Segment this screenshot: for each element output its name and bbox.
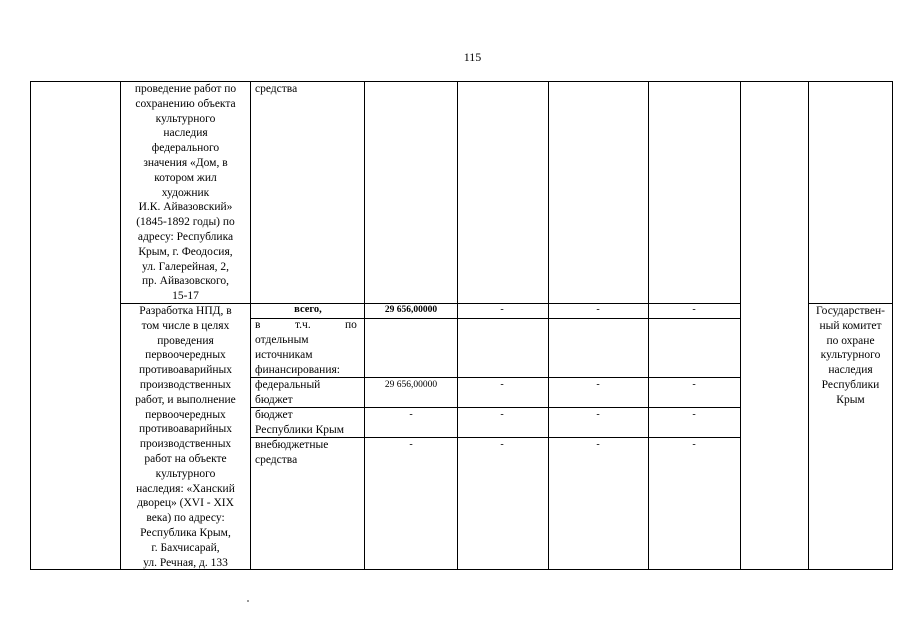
row1-name-line: значения «Дом, в <box>143 156 228 169</box>
row2-name-line: работ, и выполнение <box>135 393 236 406</box>
col-border-6 <box>648 81 649 570</box>
row1-name-line: федерального <box>151 142 220 155</box>
col-border-4 <box>457 81 458 570</box>
row2-name-line: противоаварийных <box>139 364 232 377</box>
federal-value: 29 656,00000 <box>384 380 438 390</box>
executor-line: по охране <box>826 334 875 347</box>
crimea-dash-1: - <box>500 409 504 420</box>
executor-line: Государствен- <box>816 305 885 317</box>
col-border-0 <box>30 81 31 570</box>
executor-line: культурного <box>820 349 881 362</box>
row1-name-line: художник <box>161 186 210 199</box>
row2-name-line: дворец» (XVI - XIX <box>137 497 234 510</box>
incl-line: источникам <box>255 348 313 361</box>
row1-name-line: (1845-1892 годы) по <box>136 216 235 229</box>
row1-name-line: адресу: Республика <box>137 230 234 243</box>
crimea-line: Республики Крым <box>255 423 344 436</box>
col-border-5 <box>548 81 549 570</box>
row1-name-line: сохранению объекта <box>135 97 236 110</box>
row2-name-line: том числе в целях <box>141 319 230 332</box>
executor-line: Республики <box>821 378 880 391</box>
total-value: 29 656,00000 <box>384 305 438 315</box>
crimea-dash-0: - <box>409 409 413 420</box>
executor-line: ный комитет <box>819 319 882 332</box>
row1-name-line: проведение работ по <box>134 83 237 95</box>
incl-line: финансирования: <box>255 363 340 376</box>
incl-po: по <box>345 319 357 331</box>
row1-name-line: пр. Айвазовского, <box>142 275 229 288</box>
col-border-9 <box>892 81 893 570</box>
row1-name-line: ул. Галерейная, 2, <box>141 260 230 273</box>
crimea-dash-2: - <box>596 409 600 420</box>
col-border-3 <box>364 81 365 570</box>
subrow-line-1 <box>250 318 741 319</box>
federal-dash-1: - <box>500 379 504 390</box>
row2-name-line: производственных <box>139 378 232 391</box>
executor-line: наследия <box>828 364 873 377</box>
row2-name-line: проведения <box>157 334 214 347</box>
scan-speck <box>247 600 249 602</box>
incl-line: отдельным <box>255 334 309 346</box>
row2-name-line: культурного <box>155 467 216 480</box>
row1-name-line: наследия <box>163 127 208 140</box>
page-number: 115 <box>463 50 482 64</box>
row1-work-name <box>122 82 249 304</box>
total-label: всего, <box>294 304 322 315</box>
extra-dash-3: - <box>692 439 696 450</box>
row2-name-line: г. Бахчисарай, <box>151 541 220 554</box>
total-dash-1: - <box>500 304 504 315</box>
row2-name-line: первоочередных <box>145 408 226 421</box>
row1-funding-source: средства <box>255 83 298 95</box>
row1-name-line: 15-17 <box>172 290 199 303</box>
crimea-line: бюджет <box>255 409 293 421</box>
row2-name-line: работ на объекте <box>144 452 227 465</box>
incl-rest <box>255 333 340 377</box>
executor <box>809 304 892 408</box>
federal-line: бюджет <box>255 393 293 406</box>
federal-dash-3: - <box>692 379 696 390</box>
row2-name-line: ул. Речная, д. 133 <box>143 556 228 569</box>
col-border-2 <box>250 81 251 570</box>
col-border-7 <box>740 81 741 570</box>
row1-name-line: И.К. Айвазовский» <box>138 201 233 214</box>
total-dash-2: - <box>596 304 600 315</box>
extra-dash-2: - <box>596 439 600 450</box>
row2-name-line: века) по адресу: <box>146 512 225 525</box>
row2-work-name <box>122 304 249 570</box>
executor-line: Крым <box>836 393 865 406</box>
extra-dash-1: - <box>500 439 504 450</box>
row2-name-line: Разработка НПД, в <box>139 305 232 317</box>
total-dash-3: - <box>692 304 696 315</box>
row2-name-line: противоаварийных <box>139 423 232 436</box>
crimea-budget-label <box>255 408 344 438</box>
extra-dash-0: - <box>409 439 413 450</box>
row1-name-line: котором жил <box>154 171 217 184</box>
row2-name-line: наследия: «Ханский <box>136 482 235 495</box>
row2-name-line: производственных <box>139 438 232 451</box>
extra-line: внебюджетные <box>255 439 329 451</box>
federal-budget-label <box>255 378 320 408</box>
row1-name-line: культурного <box>155 112 216 125</box>
col-border-1 <box>120 81 121 570</box>
row1-name-line: Крым, г. Феодосия, <box>138 245 233 258</box>
crimea-dash-3: - <box>692 409 696 420</box>
extrabudget-label <box>255 438 328 468</box>
federal-line: федеральный <box>255 379 321 391</box>
federal-dash-2: - <box>596 379 600 390</box>
extra-line: средства <box>255 453 298 466</box>
incl-tch: т.ч. <box>295 319 311 331</box>
row2-name-line: Республика Крым, <box>140 526 231 539</box>
incl-v: в <box>255 319 261 331</box>
row2-name-line: первоочередных <box>145 349 226 362</box>
